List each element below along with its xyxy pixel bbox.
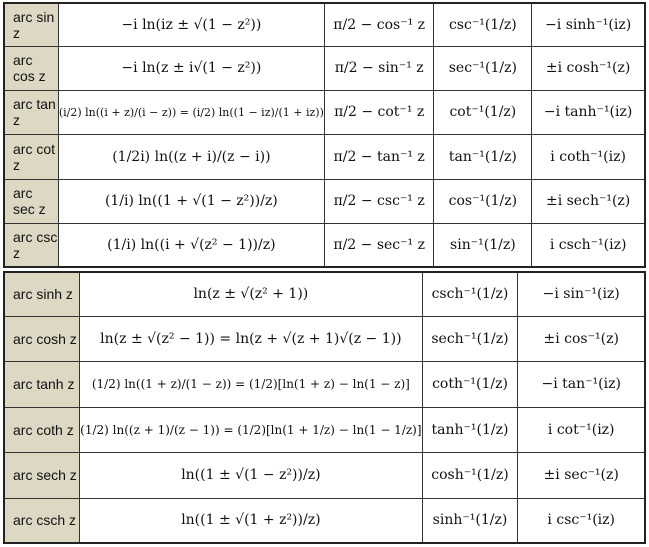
complement-identity: π/2 − csc⁻¹ z	[324, 179, 434, 223]
function-name: arc tanh z	[4, 361, 80, 407]
table-row	[4, 316, 645, 361]
function-name: arc sec z	[4, 179, 58, 223]
log-form: ln(z ± √(z² − 1)) = ln(z + √(z + 1)√(z − 1))	[80, 316, 422, 361]
log-form: ln(z ± √(z² + 1))	[80, 272, 422, 316]
function-name: arc sinh z	[4, 272, 80, 316]
complement-identity: π/2 − sin⁻¹ z	[324, 46, 434, 90]
reciprocal-identity: csch⁻¹(1/z)	[422, 272, 518, 316]
hyperbolic-identity: −i tanh⁻¹(iz)	[532, 90, 645, 134]
trig-identity: i csc⁻¹(iz)	[518, 498, 645, 543]
trig-identity: −i sin⁻¹(iz)	[518, 272, 645, 316]
table-row	[4, 361, 645, 407]
table-row	[4, 134, 645, 179]
table-row	[4, 90, 645, 134]
table-row	[4, 272, 645, 316]
reciprocal-identity: sin⁻¹(1/z)	[434, 223, 532, 267]
log-form: (1/i) ln((1 + √(1 − z²))/z)	[58, 179, 324, 223]
table-row	[4, 3, 645, 46]
complement-identity: π/2 − cos⁻¹ z	[324, 3, 434, 46]
trig-identity: −i tan⁻¹(iz)	[518, 361, 645, 407]
log-form: (1/2) ln((z + 1)/(z − 1)) = (1/2)[ln(1 + 1/z) − ln(1 − 1/z)]	[80, 407, 422, 452]
reciprocal-identity: sinh⁻¹(1/z)	[422, 498, 518, 543]
table-row	[4, 179, 645, 223]
trig-identity: ±i sec⁻¹(z)	[518, 452, 645, 498]
reciprocal-identity: cosh⁻¹(1/z)	[422, 452, 518, 498]
table-row	[4, 46, 645, 90]
function-name: arc cos z	[4, 46, 58, 90]
trig-identity: ±i cos⁻¹(z)	[518, 316, 645, 361]
function-name: arc cot z	[4, 134, 58, 179]
log-form: ln((1 ± √(1 − z²))/z)	[80, 452, 422, 498]
log-form: −i ln(z ± i√(1 − z²))	[58, 46, 324, 90]
table-row	[4, 223, 645, 267]
table-row	[4, 407, 645, 452]
reciprocal-identity: cot⁻¹(1/z)	[434, 90, 532, 134]
complement-identity: π/2 − tan⁻¹ z	[324, 134, 434, 179]
complement-identity: π/2 − cot⁻¹ z	[324, 90, 434, 134]
reciprocal-identity: tan⁻¹(1/z)	[434, 134, 532, 179]
hyperbolic-identity: −i sinh⁻¹(iz)	[532, 3, 645, 46]
complement-identity: π/2 − sec⁻¹ z	[324, 223, 434, 267]
log-form: (1/2) ln((1 + z)/(1 − z)) = (1/2)[ln(1 + z) − ln(1 − z)]	[80, 361, 422, 407]
log-form: −i ln(iz ± √(1 − z²))	[58, 3, 324, 46]
reciprocal-identity: sech⁻¹(1/z)	[422, 316, 518, 361]
hyperbolic-identity: ±i cosh⁻¹(z)	[532, 46, 645, 90]
trig-identity: i cot⁻¹(iz)	[518, 407, 645, 452]
reciprocal-identity: tanh⁻¹(1/z)	[422, 407, 518, 452]
inverse-trig-table	[3, 2, 646, 268]
hyperbolic-identity: i coth⁻¹(iz)	[532, 134, 645, 179]
table-row	[4, 452, 645, 498]
log-form: (i/2) ln((i + z)/(i − z)) = (i/2) ln((1 − iz)/(1 + iz))	[58, 90, 324, 134]
hyperbolic-identity: ±i sech⁻¹(z)	[532, 179, 645, 223]
function-name: arc sin z	[4, 3, 58, 46]
reciprocal-identity: sec⁻¹(1/z)	[434, 46, 532, 90]
reciprocal-identity: coth⁻¹(1/z)	[422, 361, 518, 407]
function-name: arc csch z	[4, 498, 80, 543]
reciprocal-identity: csc⁻¹(1/z)	[434, 3, 532, 46]
inverse-hyperbolic-table	[3, 271, 646, 544]
hyperbolic-identity: i csch⁻¹(iz)	[532, 223, 645, 267]
log-form: (1/i) ln((i + √(z² − 1))/z)	[58, 223, 324, 267]
log-form: ln((1 ± √(1 + z²))/z)	[80, 498, 422, 543]
log-form: (1/2i) ln((z + i)/(z − i))	[58, 134, 324, 179]
function-name: arc cosh z	[4, 316, 80, 361]
function-name: arc sech z	[4, 452, 80, 498]
function-name: arc coth z	[4, 407, 80, 452]
function-name: arc tan z	[4, 90, 58, 134]
reciprocal-identity: cos⁻¹(1/z)	[434, 179, 532, 223]
table-row	[4, 498, 645, 543]
function-name: arc csc z	[4, 223, 58, 267]
